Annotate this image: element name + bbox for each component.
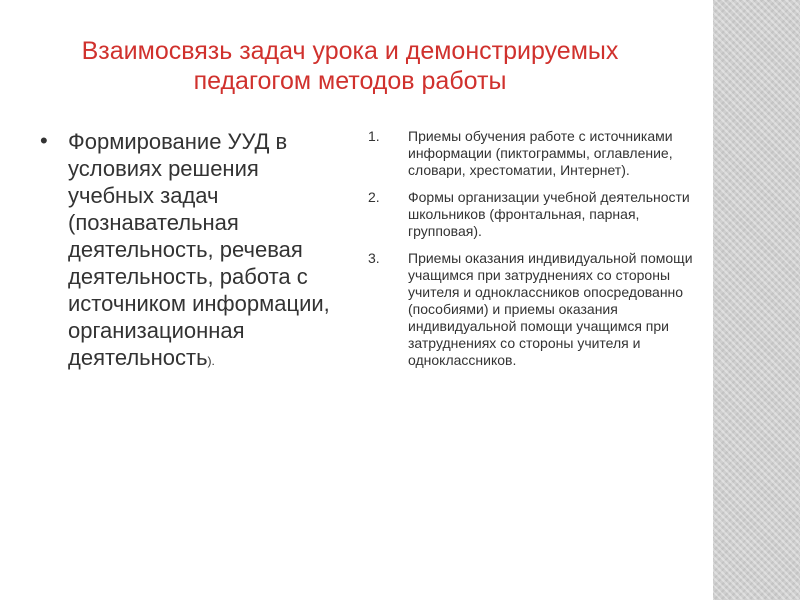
slide-title-line-1: Взаимосвязь задач урока и демонстрируемых	[81, 37, 619, 65]
list-item-text: Приемы оказания индивидуальной помощи учащимся при затруднениях со стороны учителя и одноклассников опосредованно (пособиями) и приемы оказания индивидуальной помощи учащимся при затруднениях со стороны учителя и одноклассников.	[408, 250, 693, 368]
slide-title-line-2: педагогом методов работы	[193, 67, 507, 95]
left-bullet-tail: ).	[207, 354, 215, 368]
list-item-text: Формы организации учебной деятельности школьников (фронтальная, парная, групповая).	[408, 189, 690, 239]
list-item	[368, 128, 693, 179]
bullet-dot-icon: •	[40, 128, 48, 153]
list-item-text: Приемы обучения работе с источниками информации (пиктограммы, оглавление, словари, хрестоматии, Интернет).	[408, 128, 673, 178]
list-item	[368, 189, 693, 240]
slide-title	[30, 36, 670, 96]
list-item-number: 2.	[368, 189, 380, 205]
list-item-number: 3.	[368, 250, 380, 266]
list-item-number: 1.	[368, 128, 380, 144]
decorative-side-strip	[713, 0, 800, 600]
numbered-list	[368, 128, 693, 379]
left-bullet-main: Формирование УУД в условиях решения учебных задач (познавательная деятельность, речевая деятельность, работа с источником информации, организационная деятельность	[68, 129, 330, 370]
list-item	[368, 250, 693, 369]
left-bullet-text	[68, 128, 348, 375]
